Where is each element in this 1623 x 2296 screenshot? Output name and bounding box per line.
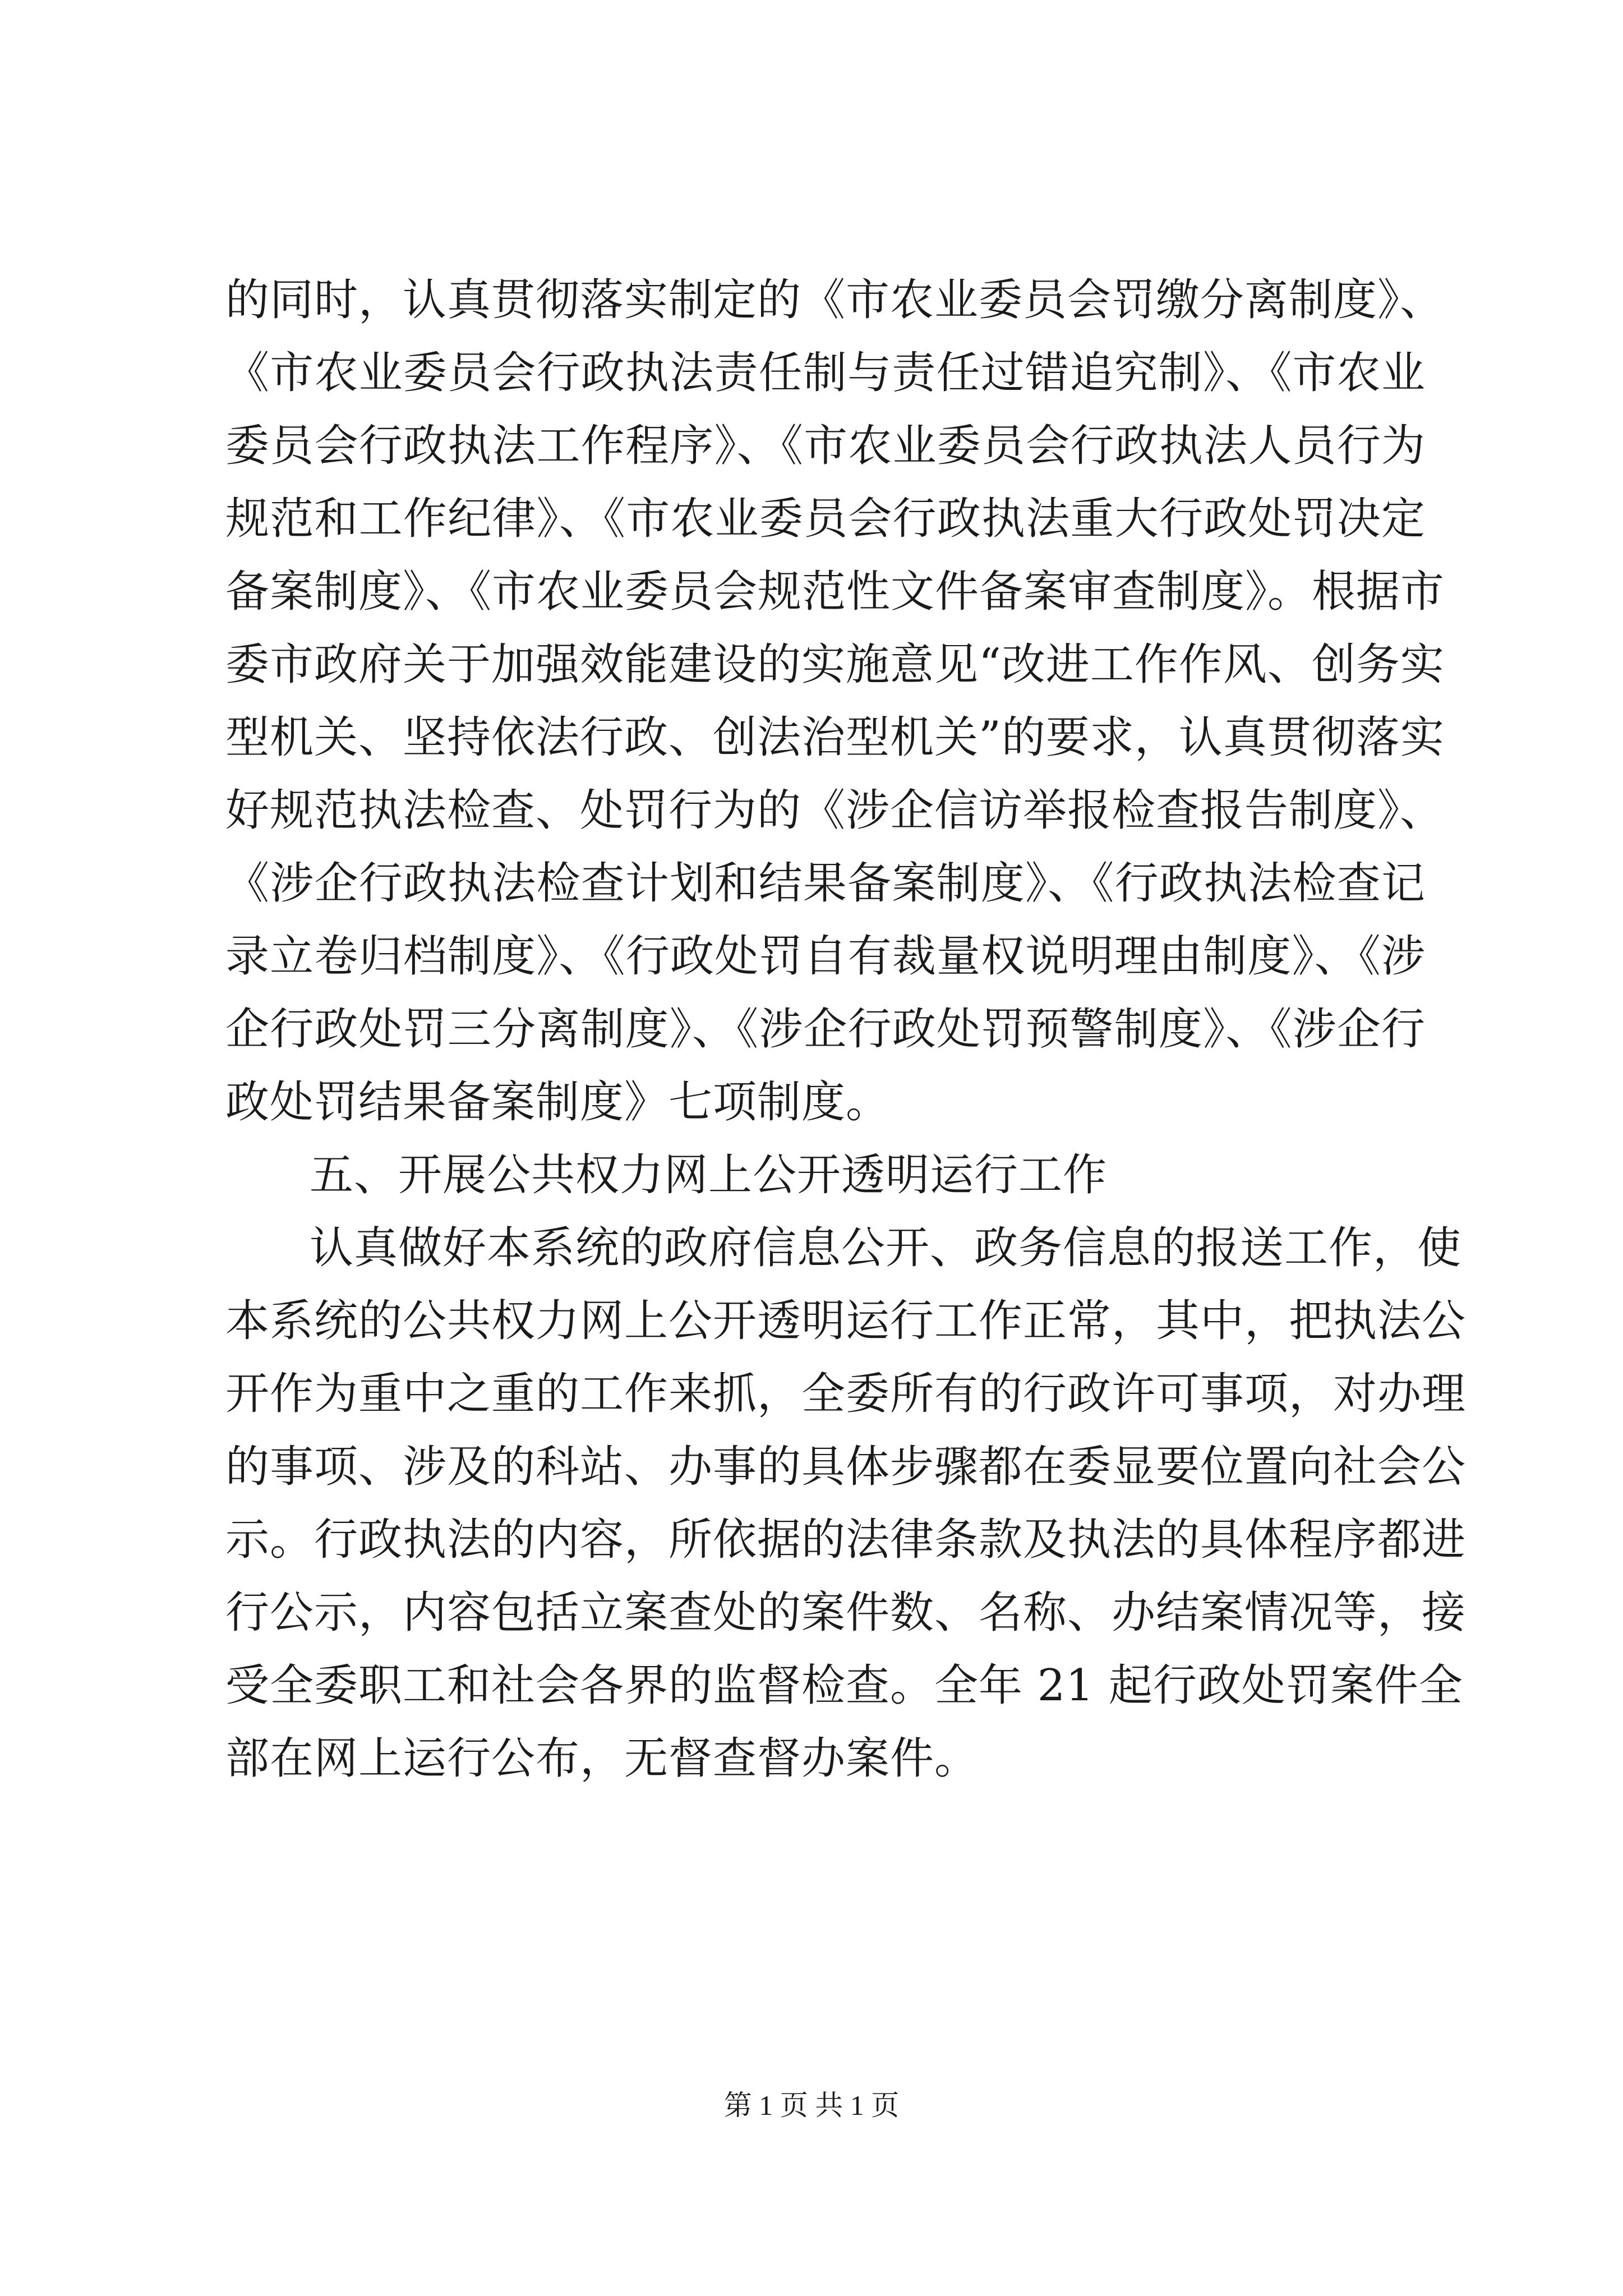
body-text-line: 受全委职工和社会各界的监督检查。全年 21 起行政处罚案件全: [225, 1660, 1463, 1711]
body-text-line: 录立卷归档制度》、《行政处罚自有裁量权说明理由制度》、《涉: [225, 931, 1426, 982]
page-number: 第 1 页 共 1 页: [723, 2090, 900, 2121]
body-text-line: 的事项、涉及的科站、办事的具体步骤都在委显要位置向社会公: [225, 1442, 1467, 1492]
body-text-line: 部在网上运行公布，无督查督办案件。: [225, 1733, 979, 1784]
body-text-line: 委员会行政执法工作程序》、《市农业委员会行政执法人员行为: [225, 421, 1426, 471]
body-text-line: 《市农业委员会行政执法责任制与责任过错追究制》、《市农业: [225, 348, 1426, 398]
body-text-line: 型机关、坚持依法行政、创法治型机关”的要求，认真贯彻落实: [225, 712, 1445, 763]
body-text-line: 示。行政执法的内容，所依据的法律条款及执法的具体程序都进: [225, 1515, 1467, 1565]
body-text-line: 委市政府关于加强效能建设的实施意见“改进工作作风、创务实: [225, 639, 1445, 690]
section-heading: 五、开展公共权力网上公开透明运行工作: [310, 1150, 1108, 1200]
body-text-line: 的同时，认真贯彻落实制定的《市农业委员会罚缴分离制度》、: [225, 275, 1445, 325]
body-text-line: 好规范执法检查、处罚行为的《涉企信访举报检查报告制度》、: [225, 785, 1445, 836]
body-text-line: 备案制度》、《市农业委员会规范性文件备案审查制度》。根据市: [225, 567, 1445, 617]
body-text-line: 《涉企行政执法检查计划和结果备案制度》、《行政执法检查记: [225, 858, 1426, 909]
body-text-line: 规范和工作纪律》、《市农业委员会行政执法重大行政处罚决定: [225, 494, 1426, 544]
body-text-line: 本系统的公共权力网上公开透明运行工作正常，其中，把执法公: [225, 1296, 1467, 1346]
body-text-line: 企行政处罚三分离制度》、《涉企行政处罚预警制度》、《涉企行: [225, 1004, 1426, 1055]
body-text-line: 政处罚结果备案制度》七项制度。: [225, 1077, 891, 1128]
body-text-line: 开作为重中之重的工作来抓，全委所有的行政许可事项，对办理: [225, 1369, 1467, 1419]
body-text-line: 认真做好本系统的政府信息公开、政务信息的报送工作，使: [310, 1223, 1462, 1273]
body-text-line: 行公示，内容包括立案查处的案件数、名称、办结案情况等，接: [225, 1588, 1467, 1638]
